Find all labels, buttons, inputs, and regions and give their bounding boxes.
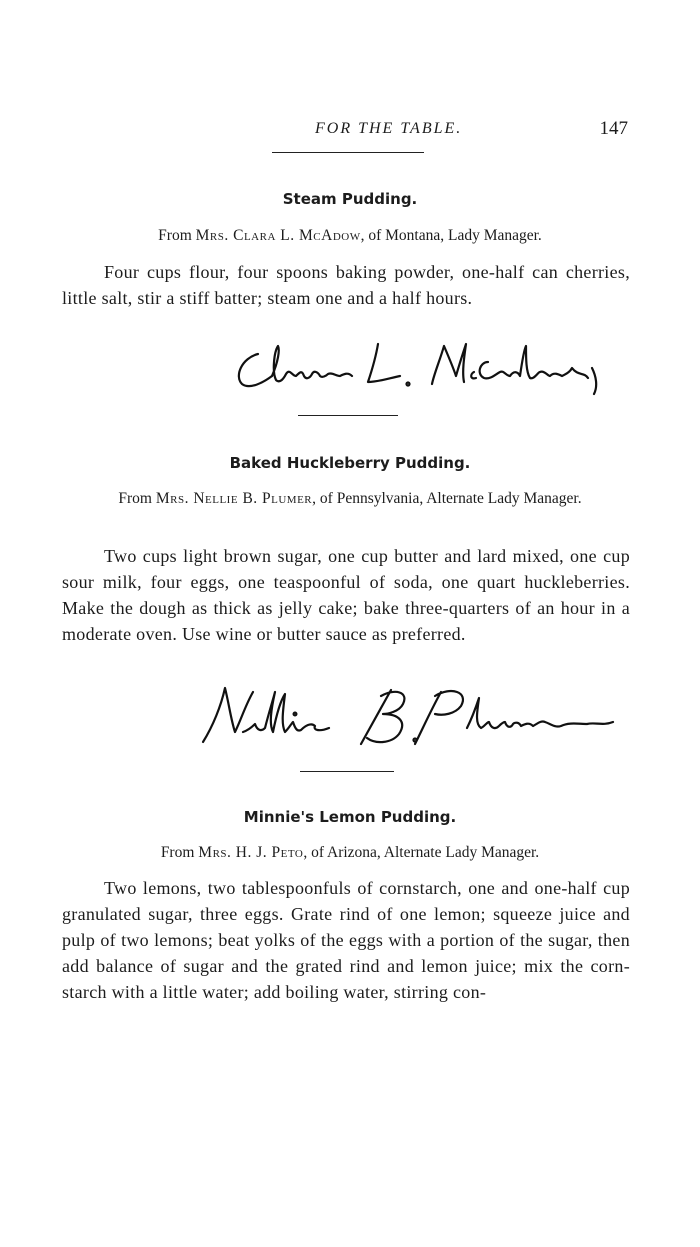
signature-image (228, 332, 628, 402)
recipe-body-text: Four cups flour, four spoons baking powder, one-half can cherries, little salt, stir a stiff batter; steam one and a half hours. (62, 262, 630, 308)
attribution-suffix: , of Pennsylvania, Alternate Lady Manager. (312, 490, 582, 507)
handwritten-signature-svg (228, 332, 628, 402)
recipe-attribution (60, 842, 640, 864)
recipe-body-text: Two lemons, two tablespoonfuls of cornstarch, one and one-half cup granulated sugar, three eggs. Grate rind of one lemon; squeeze juice and pulp of two lemons; beat yolks of the eggs with a portion of the sugar, then add balance of sugar and the grated rind and lemon juice; mix the corn-starch with a little water; add boiling water, stirring con- (62, 878, 630, 1002)
running-head (60, 118, 640, 144)
section-divider (298, 415, 398, 416)
recipe-attribution (60, 225, 640, 247)
signature-image (195, 682, 625, 754)
attribution-name: Mrs. Clara L. McAdow (195, 227, 361, 244)
recipe-body (62, 875, 630, 1005)
handwritten-signature-svg (195, 682, 625, 754)
recipe-body (62, 543, 630, 647)
recipe-title: Baked Huckleberry Pudding. (229, 454, 471, 472)
header-rule (272, 152, 424, 153)
recipe-attribution (60, 488, 640, 510)
attribution-name: Mrs. H. J. Peto (198, 844, 304, 861)
attribution-prefix: From (160, 844, 199, 861)
recipe-body (62, 259, 630, 311)
attribution-suffix: , of Montana, Lady Manager. (360, 227, 542, 244)
attribution-prefix: From (158, 227, 196, 244)
attribution-prefix: From (118, 490, 156, 507)
recipe-body-text: Two cups light brown sugar, one cup butter and lard mixed, one cup sour milk, four eggs, one teaspoonful of soda, one quart huckleberries. Make the dough as thick as jelly cake; bake three-quarters of an hour in a moderate oven. Use wine or butter sauce as preferred. (62, 546, 630, 644)
attribution-suffix: , of Arizona, Alternate Lady Manager. (303, 844, 540, 861)
page-number: 147 (599, 118, 628, 139)
recipe-title: Steam Pudding. (282, 190, 418, 208)
attribution-name: Mrs. Nellie B. Plumer (155, 490, 313, 507)
recipe-title: Minnie's Lemon Pudding. (243, 808, 457, 826)
section-divider (300, 771, 394, 772)
running-title: FOR THE TABLE. (315, 120, 463, 137)
